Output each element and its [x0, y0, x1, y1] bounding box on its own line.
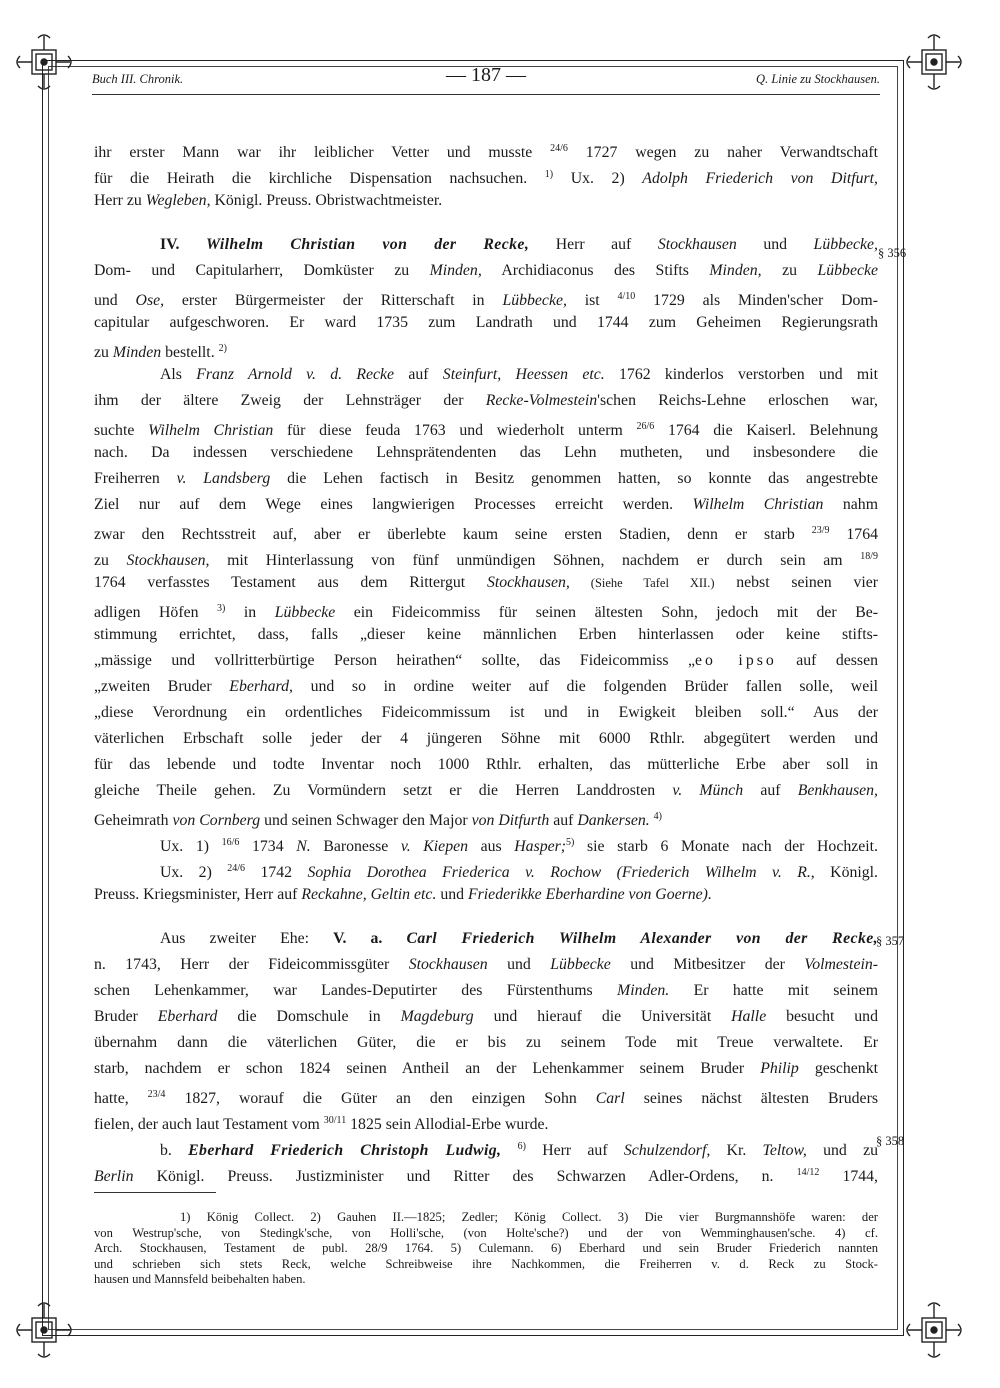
text-line: ihm der ältere Zweig der Lehnsträger der Recke-Volmestein'schen Reichs-Lehne erloschen war,	[94, 392, 878, 409]
footnotes	[94, 1210, 878, 1288]
person-name: Carl Friederich Wilhelm Alexander von der Recke,	[406, 930, 878, 947]
text-line: Berlin Königl. Preuss. Justizminister und Ritter des Schwarzen Adler-Ordens, n. $^{14/12}$ 1744,	[94, 1167, 878, 1185]
text-line: „zweiten Bruder Eberhard, und so in ordine weiter auf die folgenden Brüder fallen solle, weil	[94, 678, 878, 695]
text-line: übernahm dann die väterlichen Güter, die er bis zu seinem Tode mit Treue verwaltete. Er	[94, 1034, 878, 1051]
header-left: Buch III. Chronik.	[92, 72, 184, 86]
text-line: Dom- und Capitularherr, Domküster zu Minden, Archidiaconus des Stifts Minden, zu Lübbecke	[94, 262, 878, 279]
corner-ornament-icon	[14, 1300, 74, 1360]
text-line: gleiche Theile gehen. Zu Vormündern setzt er die Herren Landdrosten v. Münch auf Benkhausen,	[94, 782, 878, 799]
footnote-rule	[94, 1192, 216, 1193]
paragraph-mark-358: § 358	[876, 1134, 905, 1148]
text-line: hatte, $^{23/4}$ 1827, worauf die Güter an den einzigen Sohn Carl seines nächst ältesten Bruders	[94, 1089, 878, 1107]
page-number: — 187 —	[446, 64, 526, 86]
footnote-line: 1) König Collect. 2) Gauhen II.—1825; Zedler; König Collect. 3) Die vier Burgmannshöfe waren: der	[180, 1210, 878, 1224]
paragraph-mark-356: § 356	[878, 246, 907, 260]
text-line: starb, nachdem er schon 1824 seinen Antheil an der Lehenkammer seinem Bruder Philip geschenkt	[94, 1060, 878, 1077]
footnote-line: hausen und Mannsfeld beibehalten haben.	[94, 1272, 306, 1287]
text-line: suchte Wilhelm Christian für diese feuda 1763 und wiederholt unterm $^{26/6}$ 1764 die Kaiserl. Belehnung	[94, 421, 878, 439]
text-line: schen Lehenkammer, war Landes-Deputirter des Fürstenthums Minden. Er hatte mit seinem	[94, 982, 878, 999]
corner-ornament-icon	[904, 1300, 964, 1360]
section-heading-iv: IV. Wilhelm Christian von der Recke, Herr auf Stockhausen und Lübbecke,	[160, 236, 878, 253]
text-line: adligen Höfen $^{3)}$ in Lübbecke ein Fideicommiss für seinen ältesten Sohn, jedoch mit der Be-	[94, 603, 878, 621]
text-line: stimmung errichtet, dass, falls „dieser keine männlichen Erben hinterlassen oder keine stifts-	[94, 626, 878, 643]
corner-ornament-icon	[904, 32, 964, 92]
header-rule	[92, 94, 880, 95]
text-line: „diese Verordnung ein ordentliches Fideicommissum ist und in Ewigkeit bleiben soll.“ Aus der	[94, 704, 878, 721]
text-line: fielen, der auch laut Testament vom $^{30/11}$ 1825 sein Allodial-Erbe wurde.	[94, 1115, 549, 1133]
text-line: zu Minden bestellt. $^{2)}$	[94, 343, 227, 361]
text-line: Ux. 1) $^{16/6}$ 1734 N. Baronesse v. Kiepen aus Hasper;$^{5)}$ sie starb 6 Monate nach der Hochzeit.	[160, 837, 878, 855]
section-heading-vb: b. Eberhard Friederich Christoph Ludwig, $^{6)}$ Herr auf Schulzendorf, Kr. Teltow, und zu	[160, 1141, 878, 1159]
text-line: für das lebende und todte Inventar noch 1000 Rthlr. erhalten, das mütterliche Erbe aber soll in	[94, 756, 878, 773]
text-line: ihr erster Mann war ihr leiblicher Vetter und musste $^{24/6}$ 1727 wegen zu naher Verwandtschaft	[94, 143, 878, 161]
running-header	[92, 64, 880, 92]
text-line: Bruder Eberhard die Domschule in Magdeburg und hierauf die Universität Halle besucht und	[94, 1008, 878, 1025]
text-line: nach. Da indessen verschiedene Lehnsprätendenten das Lehn mutheten, und insbesondere die	[94, 444, 878, 461]
text-line: Ziel nur auf dem Wege eines langwierigen Processes erreicht werden. Wilhelm Christian nahm	[94, 496, 878, 513]
text-line: zu Stockhausen, mit Hinterlassung von fünf unmündigen Söhnen, nachdem er durch sein am $^{18/9}$	[94, 551, 878, 569]
paragraph-mark-357: § 357	[876, 934, 905, 948]
text-line: Freiherren v. Landsberg die Lehen factisch in Besitz genommen hatten, so konnte das angestrebte	[94, 470, 878, 487]
main-text	[94, 136, 878, 1186]
text-line: Ux. 2) $^{24/6}$ 1742 Sophia Dorothea Friederica v. Rochow (Friederich Wilhelm v. R., Königl.	[160, 863, 878, 881]
footnote-line: und schrieben sich stets Reck, welche Schreibweise ihre Nachkommen, die Freiherren v. d. Reck zu Stock-	[94, 1256, 878, 1271]
person-name: Eberhard Friederich Christoph Ludwig,	[188, 1142, 502, 1159]
text-line: Als Franz Arnold v. d. Recke auf Steinfurt, Heessen etc. 1762 kinderlos verstorben und mit	[160, 366, 878, 383]
text-line: väterlichen Erbschaft solle jeder der 4 jüngeren Söhne mit 6000 Rthlr. abgegütert werden und	[94, 730, 878, 747]
text-line: zwar den Rechtsstreit auf, aber er überlebte kaum seine ersten Stadien, denn er starb $^{23/9}$ 1764	[94, 525, 878, 543]
person-name: Wilhelm Christian von der Recke,	[205, 236, 530, 253]
header-right: Q. Linie zu Stockhausen.	[756, 72, 880, 86]
text-line: capitular aufgeschworen. Er ward 1735 zum Landrath und 1744 zum Geheimen Regierungsrath	[94, 314, 878, 331]
text-line: Preuss. Kriegsminister, Herr auf Reckahne, Geltin etc. und Friederikke Eberhardine von Goerne).	[94, 886, 712, 903]
section-heading-v: Aus zweiter Ehe: V. a. Carl Friederich Wilhelm Alexander von der Recke,	[160, 930, 878, 947]
text-line: Herr zu Wegleben, Königl. Preuss. Obristwachtmeister.	[94, 192, 443, 209]
text-line: „mässige und vollritterbürtige Person heirathen“ sollte, das Fideicommiss „eo ipso auf dessen	[94, 652, 878, 669]
footnote-line: von Westrup'sche, von Stedingk'sche, von Holli'sche, (von Holte'sche?) und der von Wemminghausen'sche. 4) cf.	[94, 1225, 878, 1240]
text-line: und Ose, erster Bürgermeister der Ritterschaft in Lübbecke, ist $^{4/10}$ 1729 als Minden'scher Dom-	[94, 291, 878, 309]
footnote-line: Arch. Stockhausen, Testament de publ. 28/9 1764. 5) Culemann. 6) Eberhard und sein Bruder Friederich nannten	[94, 1241, 878, 1256]
text-line: Geheimrath von Cornberg und seinen Schwager den Major von Ditfurth auf Dankersen. $^{4)}$	[94, 811, 663, 829]
text-line: n. 1743, Herr der Fideicommissgüter Stockhausen und Lübbecke und Mitbesitzer der Volmestein-	[94, 956, 878, 973]
text-line: für die Heirath die kirchliche Dispensation nachsuchen. $^{1)}$ Ux. 2) Adolph Friederich von Ditfurt,	[94, 169, 878, 187]
text-line: 1764 verfasstes Testament aus dem Rittergut Stockhausen, (Siehe Tafel XII.) nebst seinen vier	[94, 574, 878, 591]
corner-ornament-icon	[14, 32, 74, 92]
